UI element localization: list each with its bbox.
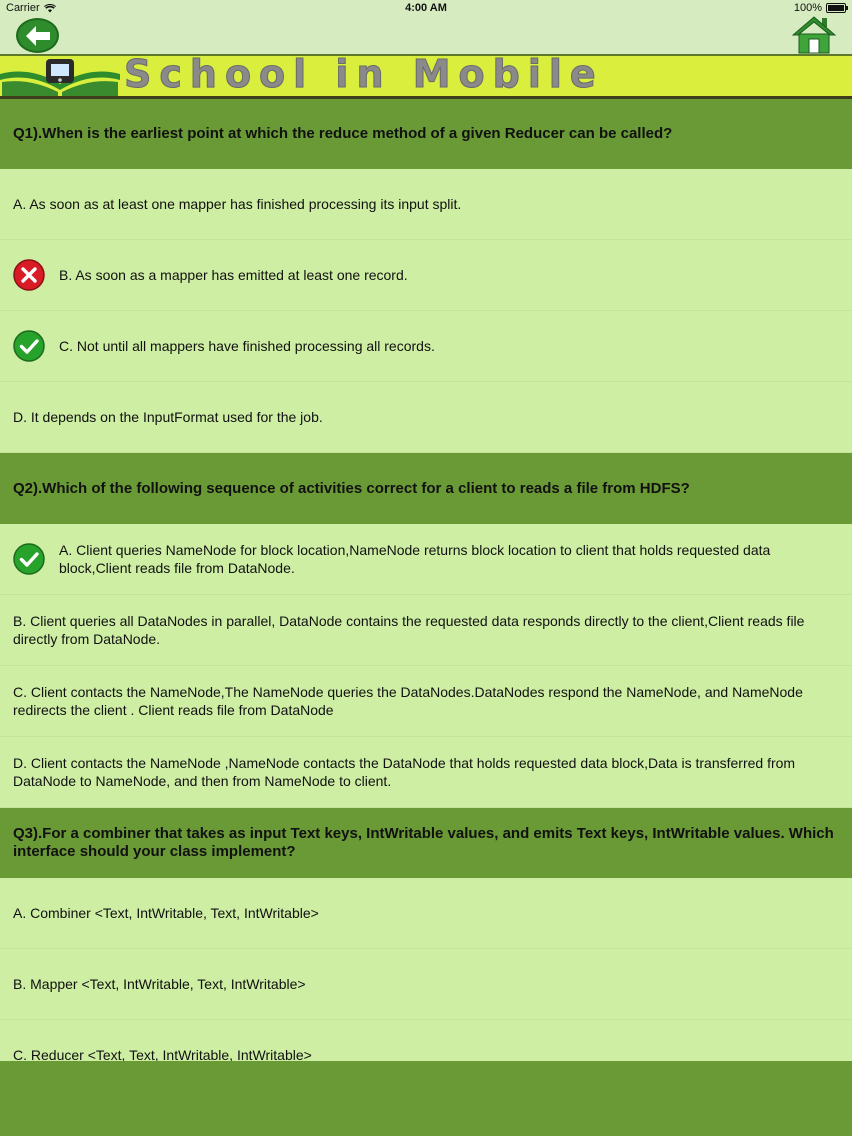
option-text: C. Not until all mappers have finished processing all records. — [59, 338, 435, 354]
question-text: Q2).Which of the following sequence of activities correct for a client to reads a file from HDFS? — [13, 479, 690, 497]
question-header — [0, 453, 852, 524]
answer-option[interactable] — [0, 524, 852, 595]
quiz-list — [0, 99, 852, 1061]
option-text: D. Client contacts the NameNode ,NameNode contacts the DataNode that holds requested data block,Data is transferred from DataNode to NameNode, and then from NameNode to client. — [13, 755, 796, 789]
home-icon — [793, 17, 835, 53]
option-text: B. Client queries all DataNodes in parallel, DataNode contains the requested data responds directly to the client,Client reads file directly from DataNode. — [13, 613, 805, 647]
carrier-label: Carrier — [6, 2, 40, 14]
option-text: C. Reducer <Text, Text, IntWritable, IntWritable> — [13, 1047, 312, 1061]
wrong-answer-icon — [13, 259, 45, 291]
answer-option[interactable] — [0, 666, 852, 737]
option-text: B. Mapper <Text, IntWritable, Text, IntWritable> — [13, 976, 306, 992]
top-bar — [0, 0, 852, 54]
answer-option[interactable] — [0, 595, 852, 666]
option-text: D. It depends on the InputFormat used for the job. — [13, 409, 323, 425]
answer-option[interactable] — [0, 878, 852, 949]
correct-answer-icon — [13, 330, 45, 362]
answer-option[interactable] — [0, 169, 852, 240]
answer-option[interactable] — [0, 382, 852, 453]
back-button[interactable] — [16, 18, 59, 53]
answer-option[interactable] — [0, 1020, 852, 1061]
answer-option[interactable] — [0, 949, 852, 1020]
question-text: Q1).When is the earliest point at which the reduce method of a given Reducer can be called? — [13, 125, 673, 142]
status-time: 4:00 AM — [405, 2, 447, 14]
answer-option[interactable] — [0, 737, 852, 808]
option-text: B. As soon as a mapper has emitted at least one record. — [59, 267, 408, 283]
app-banner — [0, 54, 852, 99]
question-text: Q3).For a combiner that takes as input Text keys, IntWritable values, and emits Text keys, IntWritable values. Which interface should your class implement? — [13, 825, 834, 860]
option-text: C. Client contacts the NameNode,The NameNode queries the DataNodes.DataNodes respond the NameNode, and NameNode redirects the client . Client reads file from DataNode — [13, 684, 803, 718]
option-text: A. Client queries NameNode for block location,NameNode returns block location to client that holds requested data block,Client reads file from DataNode. — [59, 542, 771, 576]
home-button[interactable] — [792, 16, 836, 54]
answer-option[interactable] — [0, 240, 852, 311]
banner-title: School in Mobile — [124, 54, 604, 96]
question-header — [0, 99, 852, 169]
option-text: A. As soon as at least one mapper has finished processing its input split. — [13, 196, 462, 212]
bottom-bar — [0, 1061, 852, 1136]
back-arrow-icon — [25, 25, 51, 47]
school-logo-icon — [0, 56, 120, 96]
correct-answer-icon — [13, 543, 45, 575]
battery-icon — [826, 3, 846, 13]
question-header — [0, 808, 852, 878]
answer-option[interactable] — [0, 311, 852, 382]
status-battery — [794, 2, 846, 14]
option-text: A. Combiner <Text, IntWritable, Text, IntWritable> — [13, 905, 319, 921]
battery-percent: 100% — [793, 2, 822, 14]
